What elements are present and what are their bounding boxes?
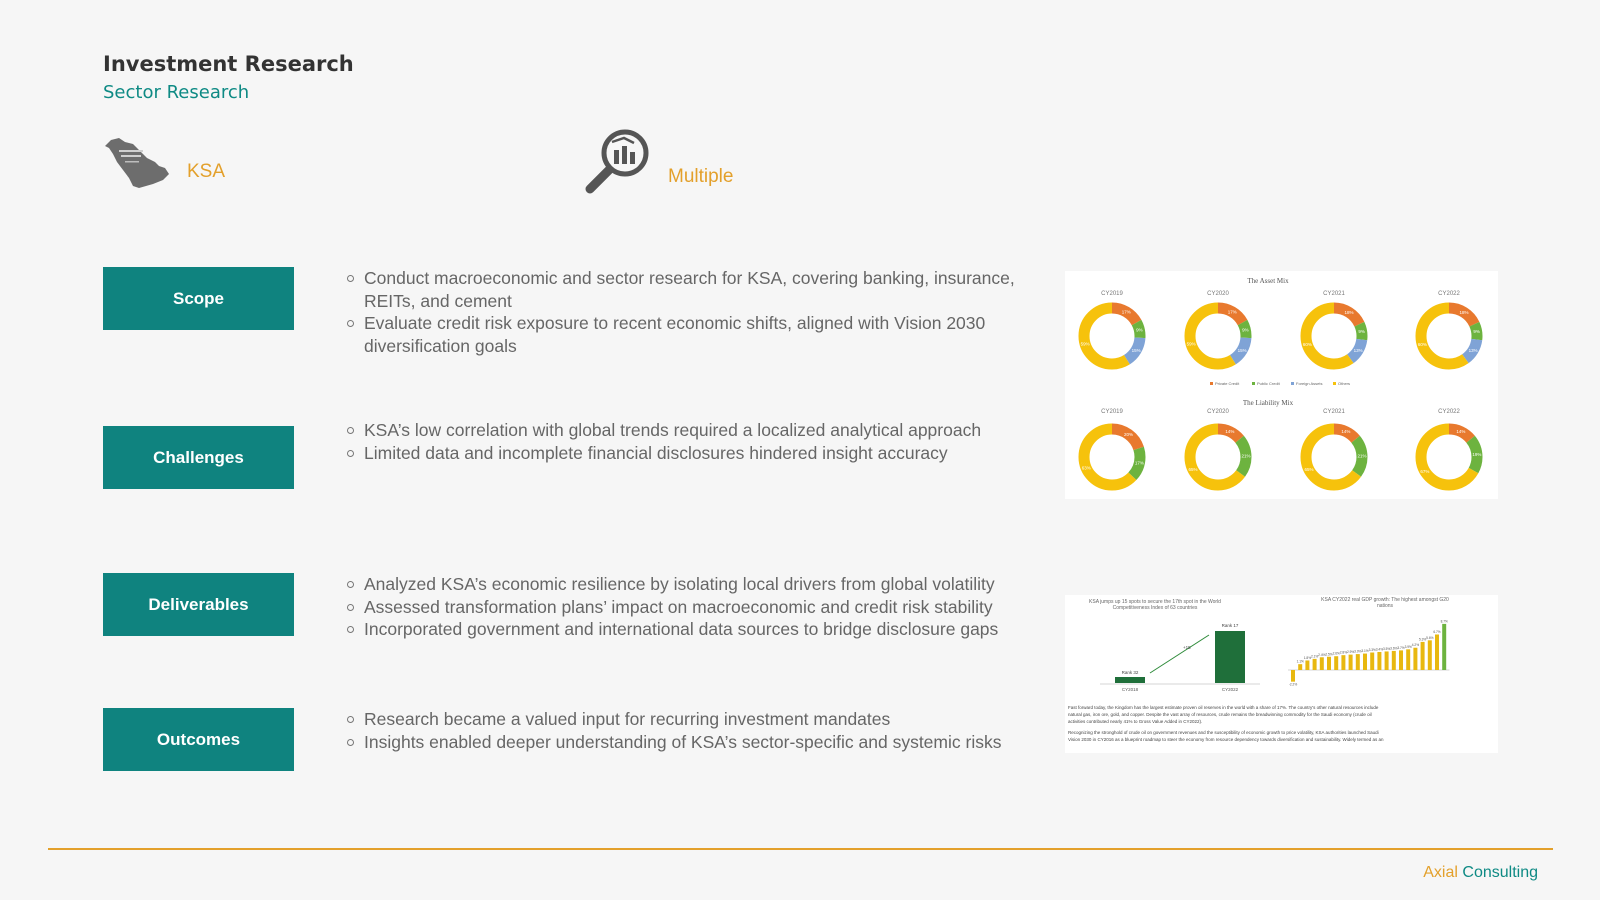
saudi-map-icon <box>103 128 169 193</box>
gdp-bar <box>1377 652 1381 670</box>
paragraph-1-line-3: activities contributed nearly 41% to Gross Value Added in CY2022). <box>1068 719 1203 724</box>
paragraph-2-line-2: Vision 2030 in CY2016 as a blueprint roadmap to steer the economy from resource dependency towards diversification and sustainability. Widely termed as an <box>1068 737 1384 742</box>
page-title: Investment Research <box>103 52 354 76</box>
gdp-title-line-1: KSA CY2022 real GDP growth: The highest amongst G20 <box>1321 597 1449 603</box>
deliverables-label: Deliverables <box>103 573 294 636</box>
outcomes-bullets <box>345 708 1025 753</box>
gdp-bar <box>1385 651 1389 670</box>
year-label: CY2022 <box>1438 409 1460 415</box>
list-item: Limited data and incomplete financial disclosures hindered insight accuracy <box>345 442 1025 465</box>
rank-bar-2022 <box>1215 631 1245 683</box>
list-item: Analyzed KSA’s economic resilience by isolating local drivers from global volatility <box>345 573 1025 596</box>
donut-value-label: 67% <box>1420 468 1430 474</box>
gdp-value-label: 6.7% <box>1433 629 1441 634</box>
list-item: Assessed transformation plans’ impact on macroeconomic and credit risk stability <box>345 596 1025 619</box>
gdp-bar <box>1442 624 1446 670</box>
gdp-bar <box>1392 651 1396 670</box>
gdp-value-label: 8.7% <box>1440 619 1448 624</box>
page-subtitle: Sector Research <box>103 82 250 103</box>
rank-jump-arrow <box>1150 635 1209 673</box>
year-label: CY2018 <box>1121 687 1139 692</box>
rank-jump-label: +15 <box>1183 645 1191 650</box>
competitiveness-title-line-1: KSA jumps up 15 spots to secure the 17th spot in the World <box>1089 599 1221 605</box>
year-label: CY2020 <box>1207 409 1229 415</box>
donut-value-label: 17% <box>1121 309 1131 315</box>
year-label: CY2021 <box>1323 291 1345 297</box>
competitiveness-gdp-charts <box>1065 595 1498 753</box>
competitiveness-title-line-2: Competitiveness Index of 63 countries <box>1112 605 1198 611</box>
rank-bar-2018 <box>1115 677 1145 683</box>
legend-label: Others <box>1338 381 1351 386</box>
donut-charts <box>1065 271 1498 499</box>
gdp-bar <box>1406 649 1410 670</box>
challenges-bullets <box>345 419 1025 464</box>
donut-value-label: 17% <box>1134 460 1144 466</box>
gdp-bar <box>1320 657 1324 670</box>
donut-value-label: 65% <box>1304 467 1314 473</box>
donut-value-label: 9% <box>1136 327 1143 333</box>
year-label: CY2019 <box>1101 291 1123 297</box>
gdp-value-label: 3.3% <box>1368 648 1376 653</box>
region-meta <box>103 128 225 193</box>
donut-value-label: 13% <box>1353 347 1363 353</box>
donut-value-label: 60% <box>1302 342 1312 348</box>
rank-low-label: Rank 32 <box>1121 670 1139 675</box>
gdp-value-label: -2.2% <box>1288 682 1298 687</box>
year-label: CY2022 <box>1438 291 1460 297</box>
gdp-value-label: 2.6% <box>1332 651 1340 656</box>
list-item: Conduct macroeconomic and sector research for KSA, covering banking, insurance, REITs, and cement <box>345 267 1025 312</box>
donut-value-label: 9% <box>1358 329 1365 335</box>
donut-value-label: 17% <box>1227 309 1237 315</box>
scope-bullets <box>345 267 1025 357</box>
donut-value-label: 59% <box>1186 341 1196 347</box>
list-item: Evaluate credit risk exposure to recent economic shifts, aligned with Vision 2030 diversification goals <box>345 312 1025 357</box>
gdp-bar <box>1305 660 1309 670</box>
donut-value-label: 59% <box>1080 341 1090 347</box>
brand-axial: Axial <box>1423 864 1458 881</box>
gdp-value-label: 3.4% <box>1375 647 1384 652</box>
donut-value-label: 20% <box>1123 431 1133 437</box>
year-label: CY2019 <box>1101 409 1123 415</box>
paragraph-1-line-2: natural gas, iron ore, gold, and copper. Despite the vast array of resources, crude remains the breadwinning commodity for the Saudi economy (crude oil <box>1068 712 1372 717</box>
donut-value-label: 9% <box>1242 327 1249 333</box>
scope-label: Scope <box>103 267 294 330</box>
year-label: CY2021 <box>1323 409 1345 415</box>
gdp-value-label: 5.6% <box>1426 635 1434 640</box>
challenges-label: Challenges <box>103 426 294 489</box>
gdp-bar <box>1370 653 1374 670</box>
gdp-title-line-2: nations <box>1376 603 1394 609</box>
donut-value-label: 65% <box>1188 467 1198 473</box>
gdp-bar <box>1298 664 1302 670</box>
gdp-value-label: 3.0% <box>1354 649 1362 654</box>
gdp-value-label: 3.7% <box>1397 645 1405 650</box>
gdp-value-label: 3.5% <box>1382 646 1391 651</box>
gdp-value-label: 2.9% <box>1346 650 1355 655</box>
donut-value-label: 15% <box>1237 347 1247 353</box>
gdp-bar <box>1363 654 1367 670</box>
gdp-value-label: 3.6% <box>1390 646 1398 651</box>
donut-value-label: 18% <box>1459 309 1469 315</box>
gdp-bar <box>1334 656 1338 670</box>
gdp-value-label: 2.8% <box>1339 650 1348 655</box>
asset-mix-title: The Asset Mix <box>1247 277 1289 285</box>
legend-swatch <box>1333 382 1336 385</box>
donut-value-label: 14% <box>1456 429 1466 435</box>
gdp-value-label: 2.5% <box>1325 652 1333 657</box>
legend-label: Public Credit <box>1257 381 1280 386</box>
list-item: Research became a valued input for recurring investment mandates <box>345 708 1025 731</box>
gdp-bar <box>1421 642 1425 670</box>
paragraph-2-line-1: Recognizing the stronghold of crude oil on government revenues and the susceptibility of economic growth to price volatility, KSA authorities launched Saudi <box>1068 730 1379 735</box>
asset-liability-mix-thumbnail <box>1065 271 1498 499</box>
gdp-bar <box>1313 659 1317 670</box>
donut-value-label: 13% <box>1468 347 1478 353</box>
gdp-bar <box>1349 655 1353 670</box>
gdp-value-label: 2.1% <box>1310 654 1319 659</box>
gdp-value-label: 3.1% <box>1361 649 1369 654</box>
footer-divider <box>48 848 1553 850</box>
region-label: KSA <box>187 160 226 182</box>
donut-value-label: 63% <box>1081 465 1091 471</box>
gdp-bar <box>1399 650 1403 670</box>
gdp-bar <box>1413 648 1417 670</box>
donut-value-label: 14% <box>1225 429 1235 435</box>
sector-label: Multiple <box>668 165 734 187</box>
donut-value-label: 9% <box>1473 329 1480 335</box>
year-label: CY2020 <box>1207 291 1229 297</box>
gdp-value-label: 1.8% <box>1303 655 1312 660</box>
rank-high-label: Rank 17 <box>1221 623 1239 628</box>
donut-value-label: 21% <box>1241 453 1251 459</box>
brand-consulting: Consulting <box>1462 864 1538 881</box>
donut-value-label: 18% <box>1344 309 1354 315</box>
gdp-value-label: 5.3% <box>1418 637 1427 642</box>
donut-value-label: 19% <box>1472 451 1482 457</box>
gdp-bar <box>1428 640 1432 670</box>
gdp-value-label: 3.9% <box>1404 644 1412 649</box>
legend-swatch <box>1252 382 1255 385</box>
outcomes-label: Outcomes <box>103 708 294 771</box>
list-item: KSA’s low correlation with global trends required a localized analytical approach <box>345 419 1025 442</box>
gdp-bar <box>1341 655 1345 670</box>
donut-value-label: 60% <box>1417 342 1427 348</box>
gdp-value-label: 1.1% <box>1296 659 1304 664</box>
legend-swatch <box>1291 382 1294 385</box>
legend-label: Private Credit <box>1215 381 1240 386</box>
gdp-bar <box>1327 657 1331 670</box>
gdp-bar <box>1356 654 1360 670</box>
magnifier-chart-icon <box>580 128 650 203</box>
sector-meta <box>580 128 733 203</box>
list-item: Incorporated government and international data sources to bridge disclosure gaps <box>345 618 1025 641</box>
gdp-bar <box>1435 634 1439 670</box>
paragraph-1-line-1: Fast forward today, the Kingdom has the largest estimate proven oil reserves in the world with a share of 17%. The country's other natural resources include <box>1068 705 1379 710</box>
gdp-value-label: 4.2% <box>1411 643 1420 648</box>
legend-label: Foreign Assets <box>1296 381 1323 386</box>
competitiveness-gdp-thumbnail <box>1065 595 1498 753</box>
deliverables-bullets <box>345 573 1025 641</box>
donut-value-label: 15% <box>1131 347 1141 353</box>
year-label: CY2022 <box>1221 687 1239 692</box>
footer-brand <box>1423 864 1538 882</box>
gdp-bar <box>1291 670 1295 682</box>
list-item: Insights enabled deeper understanding of KSA’s sector-specific and systemic risks <box>345 731 1025 754</box>
donut-value-label: 21% <box>1357 453 1367 459</box>
donut-value-label: 14% <box>1341 429 1351 435</box>
gdp-value-label: 2.4% <box>1318 652 1326 657</box>
liability-mix-title: The Liability Mix <box>1242 399 1294 407</box>
legend-swatch <box>1210 382 1213 385</box>
